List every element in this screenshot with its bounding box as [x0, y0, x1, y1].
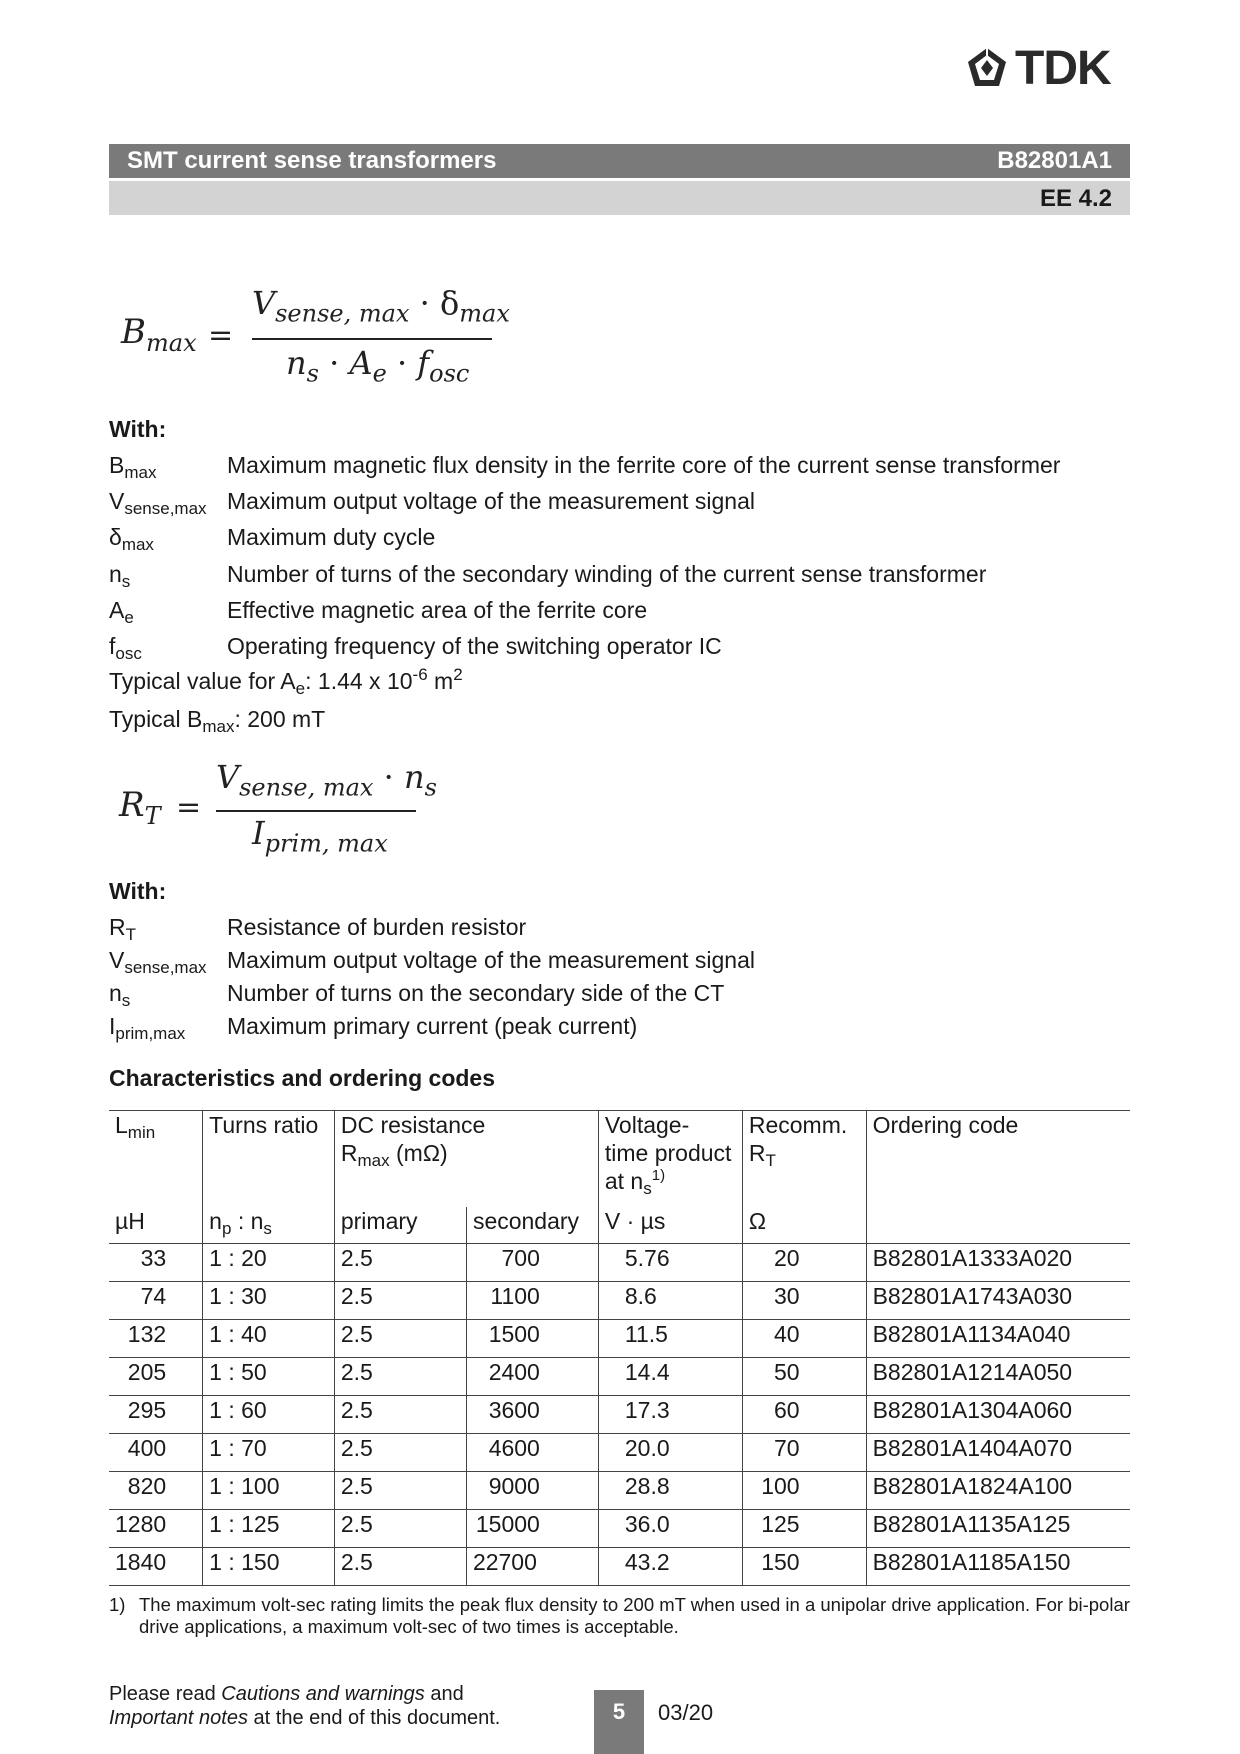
- cell-rt: 30: [742, 1282, 866, 1320]
- desc-ns-2: Number of turns on the secondary side of the CT: [227, 980, 725, 1006]
- table-row: [109, 1282, 1130, 1320]
- table-row: [109, 1510, 1130, 1548]
- col-header-voltage-time: Voltage- time product at $n_s^{1)}$: [598, 1111, 742, 1208]
- cell-code: B82801A1404A070: [866, 1434, 1130, 1472]
- cell-vt: 28.8: [598, 1472, 742, 1510]
- desc-vsense-2: Maximum output voltage of the measurement signal: [227, 947, 755, 973]
- unit-vt: V · µs: [598, 1207, 742, 1244]
- with-heading-2: With:: [109, 878, 167, 904]
- formula-rt-denominator: $I_{prim, max}$: [252, 814, 388, 858]
- desc-ae: Effective magnetic area of the ferrite core: [227, 597, 648, 623]
- unit-rt: Ω: [742, 1207, 866, 1244]
- cell-code: B82801A1304A060: [866, 1396, 1130, 1434]
- symbol-ns-2: $n_s$: [109, 980, 131, 1010]
- cell-rt: 150: [742, 1548, 866, 1586]
- formula-bmax-fraction-bar: [252, 338, 492, 340]
- formula-rt-eq: =: [176, 790, 202, 825]
- cell-primary: 2.5: [334, 1434, 466, 1472]
- typical-ae: Typical value for $A_e$: 1.44 x $10^{-6}$ $m^2$: [109, 665, 463, 698]
- table-units-row: [109, 1207, 1130, 1244]
- cell-primary: 2.5: [334, 1472, 466, 1510]
- table-row: [109, 1472, 1130, 1510]
- col-header-ordering-code: Ordering code: [866, 1111, 1130, 1208]
- revision-date: 03/20: [658, 1700, 714, 1725]
- cell-lmin: 820: [109, 1472, 203, 1510]
- cell-secondary: 3600: [466, 1396, 598, 1434]
- cell-lmin: 1840: [109, 1548, 203, 1586]
- unit-code: [866, 1207, 1130, 1244]
- core-type: EE 4.2: [1039, 185, 1112, 212]
- table-row: [109, 1358, 1130, 1396]
- cell-secondary: 4600: [466, 1434, 598, 1472]
- symbol-ae: $A_e$: [109, 597, 134, 627]
- cell-primary: 2.5: [334, 1282, 466, 1320]
- formula-rt-fraction-bar: [216, 810, 416, 812]
- cell-ratio: 1 : 70: [203, 1434, 335, 1472]
- formula-bmax-lhs: $B_{max}$: [121, 312, 197, 357]
- col-header-rt: Recomm. $R_T$: [742, 1111, 866, 1208]
- formula-rt-lhs: $R_T$: [119, 785, 161, 830]
- ordering-codes-table: [109, 1110, 1130, 1586]
- cell-primary: 2.5: [334, 1244, 466, 1282]
- cell-rt: 70: [742, 1434, 866, 1472]
- cell-rt: 100: [742, 1472, 866, 1510]
- cell-lmin: 132: [109, 1320, 203, 1358]
- cell-lmin: 33: [109, 1244, 203, 1282]
- desc-rt: Resistance of burden resistor: [227, 914, 527, 940]
- cell-rt: 50: [742, 1358, 866, 1396]
- cell-ratio: 1 : 40: [203, 1320, 335, 1358]
- unit-secondary: secondary: [466, 1207, 598, 1244]
- important-notes-link: Important notes: [109, 1707, 248, 1729]
- cell-rt: 20: [742, 1244, 866, 1282]
- symbol-bmax: $B_{max}$: [109, 452, 157, 482]
- col-header-dcr: DC resistance $R_{max}$ (mΩ): [334, 1111, 598, 1208]
- formula-rt-numerator: $V_{sense, max} \cdot n_s$: [216, 758, 437, 802]
- unit-lmin: µH: [115, 1208, 145, 1234]
- cell-vt: 5.76: [598, 1244, 742, 1282]
- cell-code: B82801A1333A020: [866, 1244, 1130, 1282]
- cell-rt: 125: [742, 1510, 866, 1548]
- cell-lmin: 1280: [109, 1510, 203, 1548]
- footnote-number: 1): [109, 1594, 126, 1615]
- cell-code: B82801A1214A050: [866, 1358, 1130, 1396]
- cell-ratio: 1 : 60: [203, 1396, 335, 1434]
- cell-secondary: 1500: [466, 1320, 598, 1358]
- cell-code: B82801A1824A100: [866, 1472, 1130, 1510]
- cell-vt: 11.5: [598, 1320, 742, 1358]
- symbol-delta-max: $\delta_{max}$: [109, 524, 154, 554]
- cell-secondary: 9000: [466, 1472, 598, 1510]
- symbol-vsense: $V_{sense,max}$: [109, 488, 207, 518]
- table-row: [109, 1396, 1130, 1434]
- cell-vt: 17.3: [598, 1396, 742, 1434]
- cell-vt: 14.4: [598, 1358, 742, 1396]
- symbol-rt: $R_T$: [109, 914, 137, 944]
- cell-code: B82801A1185A150: [866, 1548, 1130, 1586]
- unit-turns: $n_p$ : $n_s$: [203, 1207, 335, 1244]
- symbol-iprim: $I_{prim,max}$: [109, 1013, 186, 1043]
- subheader-bar: [109, 181, 1130, 215]
- table-row: [109, 1244, 1130, 1282]
- desc-delta-max: Maximum duty cycle: [227, 524, 436, 550]
- cell-lmin: 400: [109, 1434, 203, 1472]
- tdk-logo: [965, 42, 1135, 95]
- cell-code: B82801A1134A040: [866, 1320, 1130, 1358]
- cell-vt: 36.0: [598, 1510, 742, 1548]
- unit-primary: primary: [334, 1207, 466, 1244]
- cell-lmin: 205: [109, 1358, 203, 1396]
- formula-bmax-eq: =: [208, 318, 234, 353]
- formula-bmax-numerator: $V_{sense, max} \cdot \delta_{max}$: [252, 284, 510, 328]
- cell-vt: 43.2: [598, 1548, 742, 1586]
- product-code: B82801A1: [997, 147, 1112, 174]
- cautions-link: Cautions and warnings: [221, 1683, 425, 1705]
- typical-bmax: Typical $B_{max}$: 200 mT: [109, 706, 326, 736]
- col-header-lmin: $L_{min}$: [109, 1111, 203, 1208]
- cell-vt: 20.0: [598, 1434, 742, 1472]
- table-row: [109, 1548, 1130, 1586]
- cell-code: B82801A1135A125: [866, 1510, 1130, 1548]
- cell-ratio: 1 : 50: [203, 1358, 335, 1396]
- desc-iprim: Maximum primary current (peak current): [227, 1013, 638, 1039]
- col-header-turns: Turns ratio: [203, 1111, 335, 1208]
- table-header-row: [109, 1111, 1130, 1208]
- cell-secondary: 2400: [466, 1358, 598, 1396]
- cell-primary: 2.5: [334, 1358, 466, 1396]
- tdk-wordmark: TDK: [1015, 42, 1111, 95]
- formula-bmax-denominator: $n_s \cdot A_e \cdot f_{osc}$: [286, 344, 470, 388]
- cell-primary: 2.5: [334, 1396, 466, 1434]
- cell-vt: 8.6: [598, 1282, 742, 1320]
- cell-code: B82801A1743A030: [866, 1282, 1130, 1320]
- cell-primary: 2.5: [334, 1548, 466, 1586]
- cell-primary: 2.5: [334, 1510, 466, 1548]
- table-heading: Characteristics and ordering codes: [109, 1065, 496, 1091]
- table-row: [109, 1434, 1130, 1472]
- cell-lmin: 295: [109, 1396, 203, 1434]
- bottom-note: Please read Cautions and warnings and Important notes at the end of this document.: [109, 1683, 501, 1729]
- cell-ratio: 1 : 20: [203, 1244, 335, 1282]
- cell-ratio: 1 : 30: [203, 1282, 335, 1320]
- page-title: SMT current sense transformers: [127, 147, 497, 174]
- cell-rt: 40: [742, 1320, 866, 1358]
- cell-ratio: 1 : 125: [203, 1510, 335, 1548]
- cell-ratio: 1 : 100: [203, 1472, 335, 1510]
- page-number: 5: [594, 1690, 644, 1754]
- cell-secondary: 700: [466, 1244, 598, 1282]
- desc-ns: Number of turns of the secondary winding of the current sense transformer: [227, 561, 987, 587]
- cell-rt: 60: [742, 1396, 866, 1434]
- table-row: [109, 1320, 1130, 1358]
- with-heading-1: With:: [109, 416, 167, 442]
- desc-fosc: Operating frequency of the switching operator IC: [227, 633, 722, 659]
- tdk-emblem-icon: [965, 46, 1009, 90]
- footnote-text: The maximum volt-sec rating limits the peak flux density to 200 mT when used in a unipolar drive application. For bi-polar drive applications, a maximum volt-sec of two times is acceptable.: [139, 1594, 1130, 1637]
- symbol-vsense-2: $V_{sense,max}$: [109, 947, 207, 977]
- header-bar: [109, 144, 1130, 178]
- cell-secondary: 1100: [466, 1282, 598, 1320]
- desc-vsense: Maximum output voltage of the measurement signal: [227, 488, 755, 514]
- cell-lmin: 74: [109, 1282, 203, 1320]
- cell-ratio: 1 : 150: [203, 1548, 335, 1586]
- symbol-fosc: $f_{osc}$: [109, 633, 142, 663]
- cell-secondary: 15000: [466, 1510, 598, 1548]
- symbol-ns: $n_s$: [109, 561, 131, 591]
- desc-bmax: Maximum magnetic flux density in the ferrite core of the current sense transformer: [227, 452, 1061, 478]
- cell-secondary: 22700: [466, 1548, 598, 1586]
- cell-primary: 2.5: [334, 1320, 466, 1358]
